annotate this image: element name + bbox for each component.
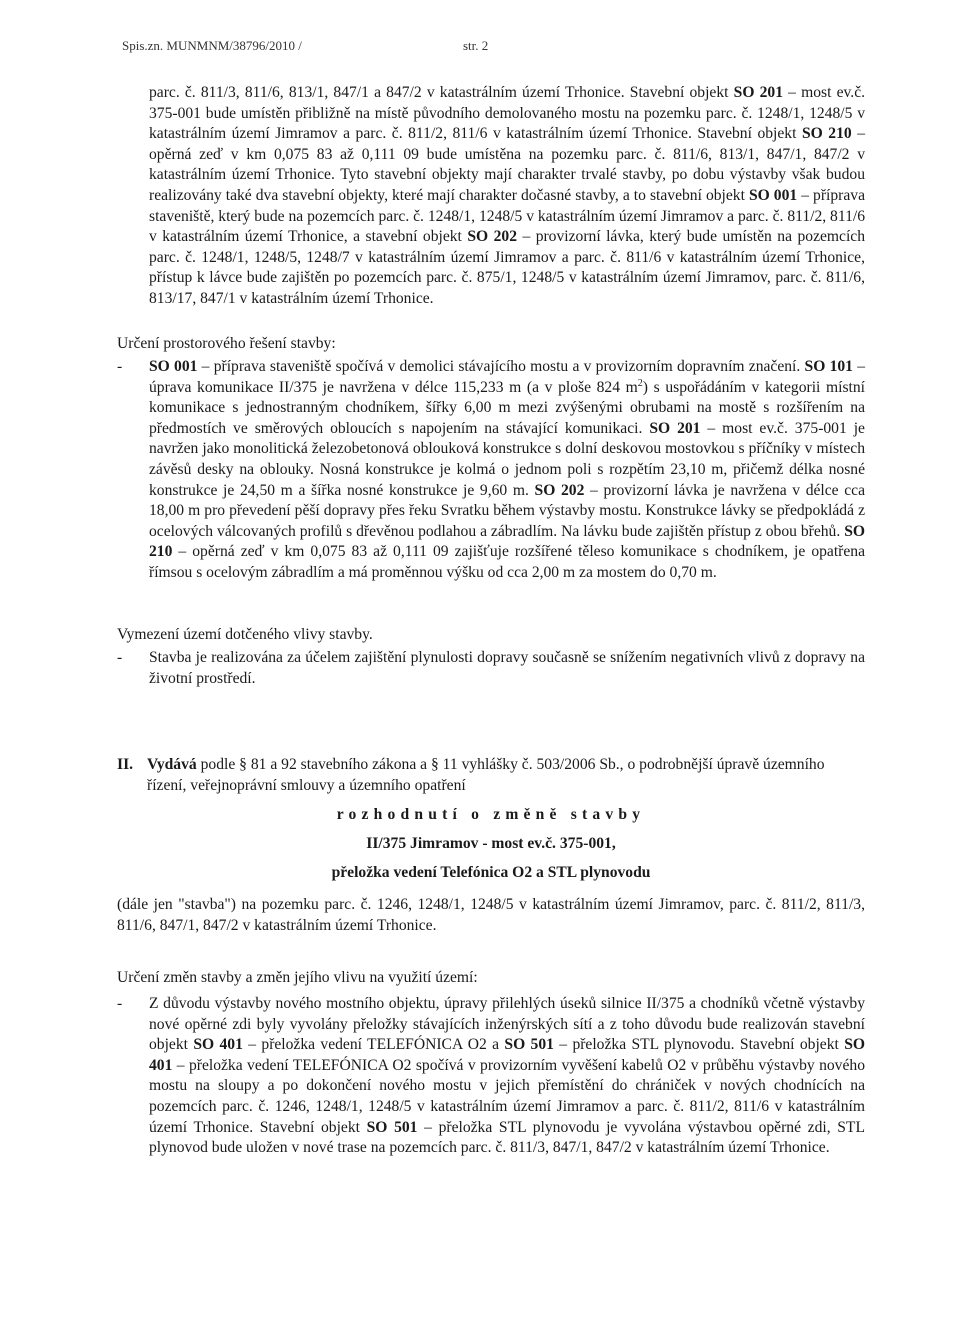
paragraph-plots: (dále jen "stavba") na pozemku parc. č. 1246, 1248/1, 1248/5 v katastrálním území Jimramov, parc. č. 811/2, 811/3, 811/6, 847/1, 847/2 v katastrálním území Trhonice. <box>117 896 865 934</box>
list-dash: - <box>117 358 123 375</box>
heading-spatial-solution: Určení prostorového řešení stavby: <box>117 335 336 352</box>
list-item-text: Stavba je realizována za účelem zajištění plynulosti dopravy současně se snížením negativních vlivů z dopravy na životní prostředí. <box>149 649 865 687</box>
page-number: str. 2 <box>463 38 489 53</box>
list-dash: - <box>117 649 123 666</box>
section-number: II. <box>117 756 134 773</box>
list-item-text: Z důvodu výstavby nového mostního objektu, úpravy přilehlých úseků silnice II/375 a chodníků včetně výstavby nové opěrné zdi byly vyvolány přeložky stávajících inženýrských sítí a z toho důvodu bude realizován stavební objekt SO 401 – přeložka vedení TELEFÓNICA O2 a SO 501 – přeložka STL plynovodu. Stavební objekt SO 401 – přeložka vedení TELEFÓNICA O2 spočívá v provizorním vyvěšení kabelů O2 v průběhu výstavby nového mostu na sloupy a po dokončení nového mostu v jejich přemístění do chrániček v nových chodnících na pozemcích parc. č. 1246, 1248/1, 1248/5 v katastrálním území Jimramov a parc. č. 811/2, 811/6 v katastrálním území Trhonice. Stavební objekt SO 501 – přeložka STL plynovodu je vyvolána výstavbou opěrné zdi, STL plynovod bude uložen v nové trase na pozemcích parc. č. 811/3, 847/1, 847/2 v katastrálním území Trhonice. <box>149 995 865 1157</box>
file-reference: Spis.zn. MUNMNM/38796/2010 / <box>122 38 302 53</box>
paragraph-building-objects: parc. č. 811/3, 811/6, 813/1, 847/1 a 847/2 v katastrálním území Trhonice. Stavební objekt SO 201 – most ev.č. 375-001 bude umístěn přibližně na místě původního demolovaného mostu na pozemku parc. č. 1248/1, 1248/5 v katastrálním území Jimramov a parc. č. 811/2, 811/6 v katastrálním území Trhonice. Stavební objekt SO 210 – opěrná zeď v km 0,075 83 až 0,111 09 bude umístěna na pozemku parc. č. 811/6, 813/1, 847/1, 847/2 v katastrálním území Trhonice. Tyto stavební objekty mají charakter trvalé stavby, po dobu výstavby však budou realizovány také dva stavební objekty, které mají charakter dočasné stavby, a to stavební objekt SO 001 – příprava staveniště, který bude na pozemcích parc. č. 1248/1, 1248/5 v katastrálním území Jimramov a parc. č. 811/2, 811/6 v katastrálním území Trhonice, a stavební objekt SO 202 – provizorní lávka, který bude umístěn na pozemcích parc. č. 1248/1, 1248/5, 1248/7 v katastrálním území Jimramov a parc. č. 811/6 v katastrálním území Trhonice, přístup k lávce bude zajištěn po pozemcích parc. č. 875/1, 1248/5 v katastrálním území Jimramov, parc. č. 811/6, 813/17, 847/1 v katastrálním území Trhonice. <box>149 84 866 307</box>
decision-relocation: přeložka vedení Telefónica O2 a STL plynovodu <box>331 864 651 881</box>
decision-subject: II/375 Jimramov - most ev.č. 375-001, <box>366 835 616 852</box>
list-dash: - <box>117 995 123 1012</box>
heading-changes: Určení změn stavby a změn jejího vlivu na využití území: <box>117 969 478 986</box>
decision-title: rozhodnutí o změně stavby <box>336 806 646 823</box>
list-item-text: SO 001 – příprava staveniště spočívá v demolici stávajícího mostu a v provizorním dopravním značení. SO 101 – úprava komunikace II/375 je navržena v délce 115,233 m (a v ploše 824 $m^2$) s uspořádáním v kategorii místní komunikace s jednostranným chodníkem, šířky 6,00 m mezi zvýšenými obrubami na mostě s rozšířením na předmostích ve směrových obloucích s napojením na stávající komunikaci. SO 201 – most ev.č. 375-001 je navržen jako monolitická železobetonová oblouková konstrukce s dolní deskovou mostovkou s příčníky v místech závěsů desky na oblouky. Nosná konstrukce je kolmá o jednom poli s rozpětím 23,10 m, přičemž délka nosné konstrukce je 24,50 m a šířka nosné konstrukce je 9,60 m. SO 202 – provizorní lávka je navržena v délce cca 18,00 m pro převedení pěší dopravy přes řeku Svratku během výstavby mostu. Konstrukce lávky se předpokládá z ocelových válcovaných profilů s dřevěnou podlahou a zábradlím. Na lávku bude zajištěn přístup z obou břehů. SO 210 – opěrná zeď v km 0,075 83 až 0,111 09 zajišťuje rozšířené těleso komunikace s chodníkem, je opatřena římsou s ocelovým zábradlím a má proměnnou výšku od cca 2,00 m za mostem do 0,70 m. <box>149 358 866 581</box>
section-two-text: Vydává podle § 81 a 92 stavebního zákona a § 11 vyhlášky č. 503/2006 Sb., o podrobnější úpravě územního řízení, veřejnoprávní smlouvy a územního opatření <box>147 756 825 794</box>
heading-affected-area: Vymezení území dotčeného vlivy stavby. <box>117 626 373 643</box>
